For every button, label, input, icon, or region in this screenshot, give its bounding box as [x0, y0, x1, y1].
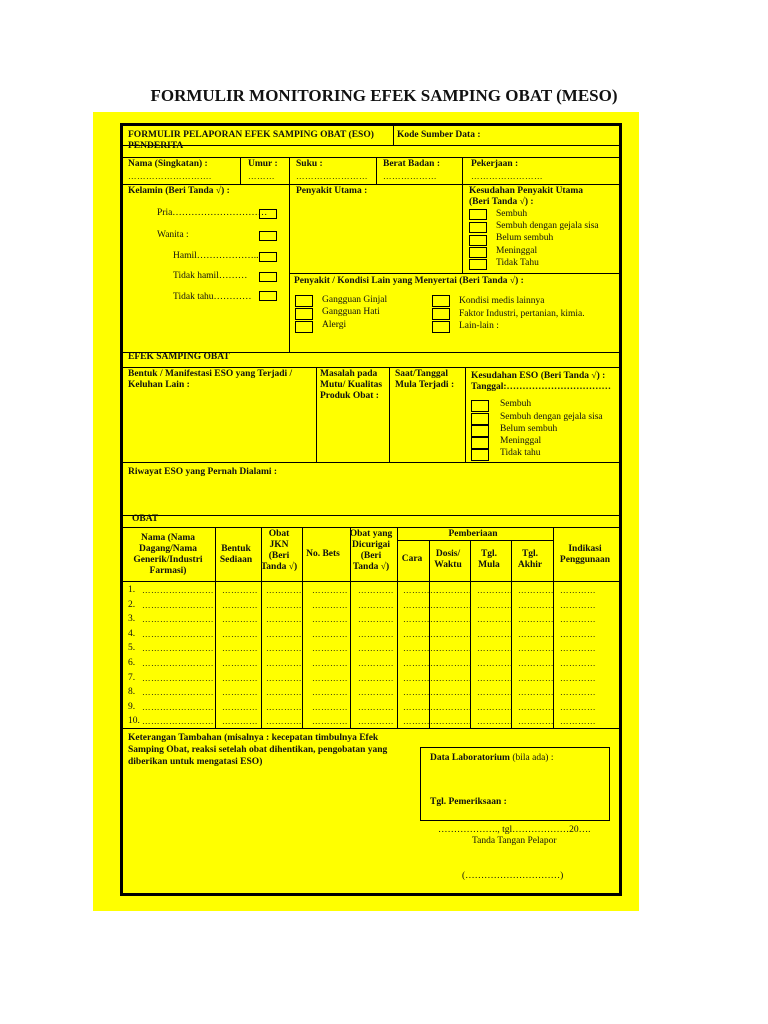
- table-cell-dots[interactable]: …………: [358, 643, 394, 653]
- label-keterangan: Keterangan Tambahan (misalnya : kecepatan timbulnya Efek Samping Obat, reaksi setelah obat dihentikan, pengobatan yang diberikan untuk mengatasi ESO): [128, 733, 388, 767]
- table-row-number: 10.: [128, 716, 140, 726]
- table-cell-dots[interactable]: …………: [560, 702, 596, 712]
- table-row-number: 9.: [128, 702, 136, 712]
- table-cell-dots[interactable]: …………: [518, 673, 554, 683]
- table-cell-dots[interactable]: …………: [222, 658, 258, 668]
- table-row-name-dots[interactable]: ……………………: [142, 585, 214, 595]
- checkbox-eso-1[interactable]: [471, 400, 489, 412]
- table-cell-dots[interactable]: …………: [312, 658, 348, 668]
- table-cell-dots[interactable]: …………: [436, 629, 472, 639]
- table-cell-dots[interactable]: …………: [403, 673, 439, 683]
- checkbox-outcome-3[interactable]: [469, 235, 487, 246]
- label-saat-1: Saat/Tanggal: [395, 369, 448, 379]
- label-penyakit-utama: Penyakit Utama :: [296, 186, 368, 196]
- table-cell-dots[interactable]: …………: [222, 643, 258, 653]
- table-cell-dots[interactable]: …………: [436, 702, 472, 712]
- col-indikasi: Indikasi Penggunaan: [559, 544, 611, 565]
- table-cell-dots[interactable]: …………: [518, 687, 554, 697]
- document-title: FORMULIR MONITORING EFEK SAMPING OBAT (MESO): [150, 86, 618, 105]
- table-cell-dots[interactable]: …………: [436, 716, 472, 726]
- outcome-4: Meninggal: [496, 246, 538, 256]
- table-cell-dots[interactable]: …………: [477, 585, 513, 595]
- table-row-number: 7.: [128, 673, 136, 683]
- table-cell-dots[interactable]: …………: [518, 629, 554, 639]
- table-cell-dots[interactable]: …………: [436, 643, 472, 653]
- label-tanggal: Tanggal:……………………………: [471, 382, 612, 392]
- checkbox-outcome-2[interactable]: [469, 222, 487, 233]
- label-masalah-2: Mutu/ Kualitas: [320, 380, 383, 390]
- table-row-name-dots[interactable]: ……………………: [142, 716, 214, 726]
- kondisi-3: Alergi: [322, 320, 347, 330]
- table-row-number: 2.: [128, 600, 136, 610]
- table-cell-dots[interactable]: …………: [222, 600, 258, 610]
- table-row-number: 1.: [128, 585, 136, 595]
- label-beri-tanda: (Beri Tanda √) :: [469, 197, 534, 207]
- col-akhir: Tgl. Akhir: [517, 549, 543, 570]
- table-cell-dots[interactable]: …………: [312, 702, 348, 712]
- table-cell-dots[interactable]: …………: [477, 658, 513, 668]
- label-kelamin: Kelamin (Beri Tanda √) :: [128, 186, 230, 196]
- table-cell-dots[interactable]: …………: [436, 658, 472, 668]
- table-row-number: 8.: [128, 687, 136, 697]
- label-bentuk-2: Keluhan Lain :: [128, 380, 190, 390]
- table-cell-dots[interactable]: …………: [518, 702, 554, 712]
- table-cell-dots[interactable]: …………: [266, 687, 302, 697]
- table-cell-dots[interactable]: …………: [560, 643, 596, 653]
- table-cell-dots[interactable]: …………: [266, 716, 302, 726]
- checkbox-outcome-4[interactable]: [469, 247, 487, 258]
- checkbox-outcome-5[interactable]: [469, 259, 487, 270]
- outcome-3: Belum sembuh: [496, 233, 554, 243]
- table-cell-dots[interactable]: …………: [222, 673, 258, 683]
- table-row-number: 5.: [128, 643, 136, 653]
- col-jkn: Obat JKN (Beri Tanda √): [260, 529, 298, 572]
- checkbox-tidak-hamil[interactable]: [259, 272, 277, 282]
- signature-date: ………………., tgl………………20….: [438, 825, 591, 835]
- label-tgl-pemeriksaan: Tgl. Pemeriksaan :: [430, 797, 507, 807]
- table-cell-dots[interactable]: …………: [403, 702, 439, 712]
- label-kesudahan-penyakit: Kesudahan Penyakit Utama: [469, 186, 584, 196]
- table-cell-dots[interactable]: …………: [518, 658, 554, 668]
- checkbox-eso-5[interactable]: [471, 449, 489, 461]
- dots-berat: ………………: [383, 171, 437, 181]
- table-cell-dots[interactable]: …………: [518, 585, 554, 595]
- table-cell-dots[interactable]: …………: [436, 673, 472, 683]
- table-row-name-dots[interactable]: ……………………: [142, 629, 214, 639]
- table-cell-dots[interactable]: …………: [403, 658, 439, 668]
- table-cell-dots[interactable]: …………: [560, 716, 596, 726]
- checkbox-tidak-tahu[interactable]: [259, 291, 277, 301]
- col-dicurigai: Obat yang Dicurigai (Beri Tanda √): [349, 529, 393, 572]
- label-masalah-3: Produk Obat :: [320, 391, 379, 401]
- table-cell-dots[interactable]: …………: [222, 585, 258, 595]
- option-tidak-tahu: Tidak tahu…………: [173, 292, 252, 302]
- table-cell-dots[interactable]: …………: [358, 614, 394, 624]
- checkbox-hamil[interactable]: [259, 252, 277, 262]
- table-cell-dots[interactable]: …………: [403, 585, 439, 595]
- table-cell-dots[interactable]: …………: [477, 600, 513, 610]
- table-row-name-dots[interactable]: ……………………: [142, 600, 214, 610]
- table-cell-dots[interactable]: …………: [358, 629, 394, 639]
- label-suku: Suku :: [296, 159, 323, 169]
- table-cell-dots[interactable]: …………: [403, 629, 439, 639]
- option-tidak-hamil: Tidak hamil………: [173, 271, 248, 281]
- kondisi-6: Lain-lain :: [459, 321, 499, 331]
- table-cell-dots[interactable]: …………: [560, 600, 596, 610]
- table-cell-dots[interactable]: …………: [358, 716, 394, 726]
- header-left: FORMULIR PELAPORAN EFEK SAMPING OBAT (ESO): [128, 130, 374, 140]
- section-efek-samping: EFEK SAMPING OBAT: [128, 352, 230, 362]
- section-obat: OBAT: [132, 514, 159, 524]
- table-row-name-dots[interactable]: ……………………: [142, 614, 214, 624]
- table-cell-dots[interactable]: …………: [477, 673, 513, 683]
- eso-outcome-5: Tidak tahu: [500, 448, 541, 458]
- table-cell-dots[interactable]: …………: [403, 614, 439, 624]
- table-cell-dots[interactable]: …………: [403, 600, 439, 610]
- table-cell-dots[interactable]: …………: [312, 643, 348, 653]
- eso-outcome-3: Belum sembuh: [500, 424, 558, 434]
- eso-outcome-1: Sembuh: [500, 399, 532, 409]
- checkbox-kondisi-5[interactable]: [432, 308, 450, 320]
- table-row-name-dots[interactable]: ……………………: [142, 702, 214, 712]
- table-row-number: 6.: [128, 658, 136, 668]
- table-cell-dots[interactable]: …………: [222, 716, 258, 726]
- col-bets: No. Bets: [306, 549, 340, 559]
- checkbox-kondisi-2[interactable]: [295, 308, 313, 320]
- table-cell-dots[interactable]: …………: [477, 716, 513, 726]
- eso-outcome-4: Meninggal: [500, 436, 542, 446]
- outcome-1: Sembuh: [496, 209, 528, 219]
- table-cell-dots[interactable]: …………: [560, 629, 596, 639]
- outcome-2: Sembuh dengan gejala sisa: [496, 221, 599, 231]
- kondisi-2: Gangguan Hati: [322, 307, 380, 317]
- label-riwayat: Riwayat ESO yang Pernah Dialami :: [128, 467, 278, 477]
- table-row-name-dots[interactable]: ……………………: [142, 658, 214, 668]
- table-cell-dots[interactable]: …………: [436, 585, 472, 595]
- checkbox-eso-2[interactable]: [471, 413, 489, 425]
- table-cell-dots[interactable]: …………: [560, 687, 596, 697]
- col-mula: Tgl. Mula: [478, 549, 500, 570]
- table-row-number: 3.: [128, 614, 136, 624]
- checkbox-pria[interactable]: [259, 209, 277, 219]
- table-cell-dots[interactable]: …………: [266, 600, 302, 610]
- option-wanita: Wanita :: [157, 230, 189, 240]
- col-nama: Nama (Nama Dagang/Nama Generik/Industri Farmasi): [133, 533, 203, 576]
- table-cell-dots[interactable]: …………: [312, 716, 348, 726]
- label-kesudahan-eso: Kesudahan ESO (Beri Tanda √) :: [471, 371, 606, 381]
- dots-pekerjaan: ……………………: [471, 171, 543, 181]
- checkbox-eso-3[interactable]: [471, 425, 489, 437]
- table-cell-dots[interactable]: …………: [358, 585, 394, 595]
- table-row-name-dots[interactable]: ……………………: [142, 643, 214, 653]
- table-cell-dots[interactable]: …………: [403, 643, 439, 653]
- table-cell-dots[interactable]: …………: [266, 643, 302, 653]
- label-pekerjaan: Pekerjaan :: [471, 159, 519, 169]
- table-cell-dots[interactable]: …………: [266, 658, 302, 668]
- checkbox-kondisi-6[interactable]: [432, 321, 450, 333]
- table-cell-dots[interactable]: …………: [477, 687, 513, 697]
- option-hamil: Hamil………………..: [173, 251, 259, 261]
- col-dosis: Dosis/ Waktu: [434, 549, 462, 570]
- table-cell-dots[interactable]: …………: [477, 643, 513, 653]
- label-bentuk-1: Bentuk / Manifestasi ESO yang Terjadi /: [128, 369, 293, 379]
- data-lab-title: Data Laboratorium: [430, 753, 510, 763]
- table-cell-dots[interactable]: …………: [222, 629, 258, 639]
- table-cell-dots[interactable]: …………: [312, 600, 348, 610]
- checkbox-kondisi-3[interactable]: [295, 321, 313, 333]
- table-cell-dots[interactable]: …………: [358, 600, 394, 610]
- checkbox-eso-4[interactable]: [471, 437, 489, 449]
- table-cell-dots[interactable]: …………: [358, 658, 394, 668]
- kondisi-1: Gangguan Ginjal: [322, 295, 388, 305]
- signature-name: (…………………………): [462, 871, 564, 881]
- eso-outcome-2: Sembuh dengan gejala sisa: [500, 412, 603, 422]
- table-cell-dots[interactable]: …………: [266, 585, 302, 595]
- section-penderita: PENDERITA: [128, 141, 184, 151]
- table-cell-dots[interactable]: …………: [477, 629, 513, 639]
- table-cell-dots[interactable]: …………: [222, 687, 258, 697]
- label-kondisi-lain: Penyakit / Kondisi Lain yang Menyertai (Beri Tanda √) :: [294, 276, 524, 286]
- checkbox-kondisi-1[interactable]: [295, 295, 313, 307]
- dots-umur: ………: [248, 171, 275, 181]
- table-cell-dots[interactable]: …………: [477, 702, 513, 712]
- col-pemberian: Pemberiaan: [448, 529, 498, 539]
- table-cell-dots[interactable]: …………: [436, 600, 472, 610]
- table-row-number: 4.: [128, 629, 136, 639]
- table-cell-dots[interactable]: …………: [266, 614, 302, 624]
- table-cell-dots[interactable]: …………: [560, 614, 596, 624]
- label-saat-2: Mula Terjadi :: [395, 380, 455, 390]
- table-cell-dots[interactable]: …………: [266, 702, 302, 712]
- dots-nama: ……………………….: [128, 171, 212, 181]
- table-cell-dots[interactable]: …………: [312, 673, 348, 683]
- table-cell-dots[interactable]: …………: [266, 673, 302, 683]
- table-cell-dots[interactable]: …………: [222, 614, 258, 624]
- table-row-name-dots[interactable]: ……………………: [142, 687, 214, 697]
- signature-label: Tanda Tangan Pelapor: [472, 836, 557, 846]
- kondisi-5: Faktor Industri, pertanian, kimia.: [459, 309, 585, 319]
- table-cell-dots[interactable]: …………: [560, 585, 596, 595]
- checkbox-wanita[interactable]: [259, 231, 277, 241]
- col-bentuk: Bentuk Sediaan: [219, 544, 253, 565]
- data-lab-bila-ada: (bila ada) :: [512, 753, 554, 763]
- checkbox-kondisi-4[interactable]: [432, 295, 450, 307]
- label-masalah-1: Masalah pada: [320, 369, 378, 379]
- table-cell-dots[interactable]: …………: [358, 702, 394, 712]
- label-berat: Berat Badan :: [383, 159, 440, 169]
- table-cell-dots[interactable]: …………: [518, 643, 554, 653]
- table-cell-dots[interactable]: …………: [477, 614, 513, 624]
- table-cell-dots[interactable]: …………: [518, 600, 554, 610]
- table-cell-dots[interactable]: …………: [312, 629, 348, 639]
- table-cell-dots[interactable]: …………: [312, 614, 348, 624]
- label-data-lab: [430, 753, 553, 764]
- option-pria: Pria…………………………: [157, 208, 268, 218]
- label-nama: Nama (Singkatan) :: [128, 159, 208, 169]
- table-cell-dots[interactable]: …………: [358, 673, 394, 683]
- checkbox-outcome-1[interactable]: [469, 209, 487, 220]
- header-right: Kode Sumber Data :: [397, 130, 481, 140]
- table-cell-dots[interactable]: …………: [560, 673, 596, 683]
- dots-suku: ……………………: [296, 171, 368, 181]
- table-row-name-dots[interactable]: ……………………: [142, 673, 214, 683]
- table-cell-dots[interactable]: …………: [312, 585, 348, 595]
- table-cell-dots[interactable]: …………: [518, 716, 554, 726]
- label-umur: Umur :: [248, 159, 278, 169]
- table-cell-dots[interactable]: …………: [266, 629, 302, 639]
- kondisi-4: Kondisi medis lainnya: [459, 296, 545, 306]
- outcome-5: Tidak Tahu: [496, 258, 539, 268]
- table-cell-dots[interactable]: …………: [518, 614, 554, 624]
- table-cell-dots[interactable]: …………: [358, 687, 394, 697]
- table-cell-dots[interactable]: …………: [436, 614, 472, 624]
- table-cell-dots[interactable]: …………: [436, 687, 472, 697]
- col-cara: Cara: [401, 554, 423, 564]
- table-cell-dots[interactable]: …………: [403, 716, 439, 726]
- table-cell-dots[interactable]: …………: [312, 687, 348, 697]
- table-cell-dots[interactable]: …………: [403, 687, 439, 697]
- table-cell-dots[interactable]: …………: [222, 702, 258, 712]
- table-cell-dots[interactable]: …………: [560, 658, 596, 668]
